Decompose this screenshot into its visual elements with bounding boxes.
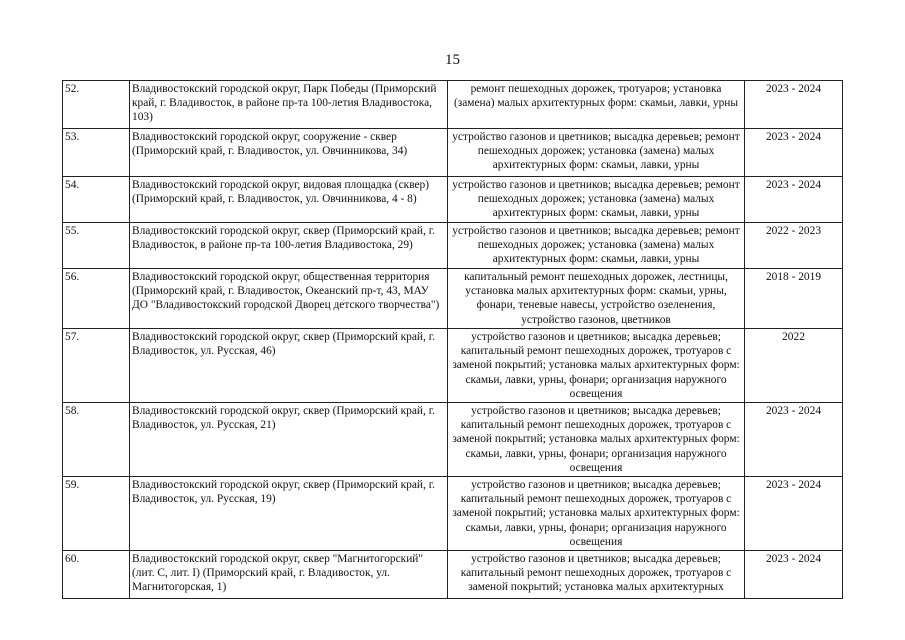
table-row [63,329,843,403]
improvement-objects-table [62,80,843,599]
object-description: Владивостокский городской округ, общественная территория (Приморский край, г. Владивосток, Океанский пр-т, 43, МАУ ДО "Владивостокский городской Дворец детского творчества") [130,269,448,329]
object-description: Владивостокский городской округ, сквер (Приморский край, г. Владивосток, ул. Русская, 19) [130,477,448,551]
table-row [63,223,843,269]
works-description: устройство газонов и цветников; высадка деревьев; ремонт пешеходных дорожек; установка (замена) малых архитектурных форм: скамьи, лавки, урны [448,177,745,223]
object-description: Владивостокский городской округ, сквер (Приморский край, г. Владивосток, ул. Русская, 21) [130,403,448,477]
implementation-period: 2023 - 2024 [745,177,843,223]
object-description: Владивостокский городской округ, сооружение - сквер (Приморский край, г. Владивосток, ул. Овчинникова, 34) [130,129,448,177]
table-row [63,551,843,599]
works-description: устройство газонов и цветников; высадка деревьев; капитальный ремонт пешеходных дорожек, тротуаров с заменой покрытий; установка малых архитектурных форм: скамьи, лавки, урны, фонари; организация наружного освещения [448,329,745,403]
table-row [63,129,843,177]
works-description: устройство газонов и цветников; высадка деревьев; капитальный ремонт пешеходных дорожек, тротуаров с заменой покрытий; установка малых архитектурных [448,551,745,599]
object-description: Владивостокский городской округ, сквер "Магнитогорский" (лит. С, лит. I) (Приморский край, г. Владивосток, ул. Магнитогорская, 1) [130,551,448,599]
works-description: устройство газонов и цветников; высадка деревьев; капитальный ремонт пешеходных дорожек, тротуаров с заменой покрытий; установка малых архитектурных форм: скамьи, лавки, урны, фонари; организация наружного освещения [448,403,745,477]
works-description: капитальный ремонт пешеходных дорожек, лестницы, установка малых архитектурных форм: скамьи, урны, фонари, теневые навесы, устройство озеленения, устройство газонов, цветников [448,269,745,329]
works-description: устройство газонов и цветников; высадка деревьев; капитальный ремонт пешеходных дорожек, тротуаров с заменой покрытий; установка малых архитектурных форм: скамьи, лавки, урны, фонари; организация наружного освещения [448,477,745,551]
implementation-period: 2023 - 2024 [745,551,843,599]
table-row [63,403,843,477]
implementation-period: 2023 - 2024 [745,129,843,177]
implementation-period: 2023 - 2024 [745,477,843,551]
object-description: Владивостокский городской округ, сквер (Приморский край, г. Владивосток, ул. Русская, 46) [130,329,448,403]
table-row [63,269,843,329]
row-number: 55. [63,223,130,269]
implementation-period: 2022 [745,329,843,403]
implementation-period: 2022 - 2023 [745,223,843,269]
table-row [63,477,843,551]
implementation-period: 2023 - 2024 [745,403,843,477]
row-number: 58. [63,403,130,477]
row-number: 53. [63,129,130,177]
table-row [63,177,843,223]
works-description: устройство газонов и цветников; высадка деревьев; ремонт пешеходных дорожек; установка (замена) малых архитектурных форм: скамьи, лавки, урны [448,129,745,177]
page-bottom-margin [0,625,905,640]
row-number: 54. [63,177,130,223]
object-description: Владивостокский городской округ, сквер (Приморский край, г. Владивосток, в районе пр-та 100-летия Владивостока, 29) [130,223,448,269]
row-number: 56. [63,269,130,329]
row-number: 57. [63,329,130,403]
works-description: ремонт пешеходных дорожек, тротуаров; установка (замена) малых архитектурных форм: скамьи, лавки, урны [448,81,745,129]
row-number: 52. [63,81,130,129]
object-description: Владивостокский городской округ, Парк Победы (Приморский край, г. Владивосток, в районе пр-та 100-летия Владивостока, 103) [130,81,448,129]
works-description: устройство газонов и цветников; высадка деревьев; ремонт пешеходных дорожек; установка (замена) малых архитектурных форм: скамьи, лавки, урны [448,223,745,269]
implementation-period: 2018 - 2019 [745,269,843,329]
table-row [63,81,843,129]
implementation-period: 2023 - 2024 [745,81,843,129]
page-number: 15 [445,52,460,68]
row-number: 59. [63,477,130,551]
object-description: Владивостокский городской округ, видовая площадка (сквер) (Приморский край, г. Владивосток, ул. Овчинникова, 4 - 8) [130,177,448,223]
row-number: 60. [63,551,130,599]
